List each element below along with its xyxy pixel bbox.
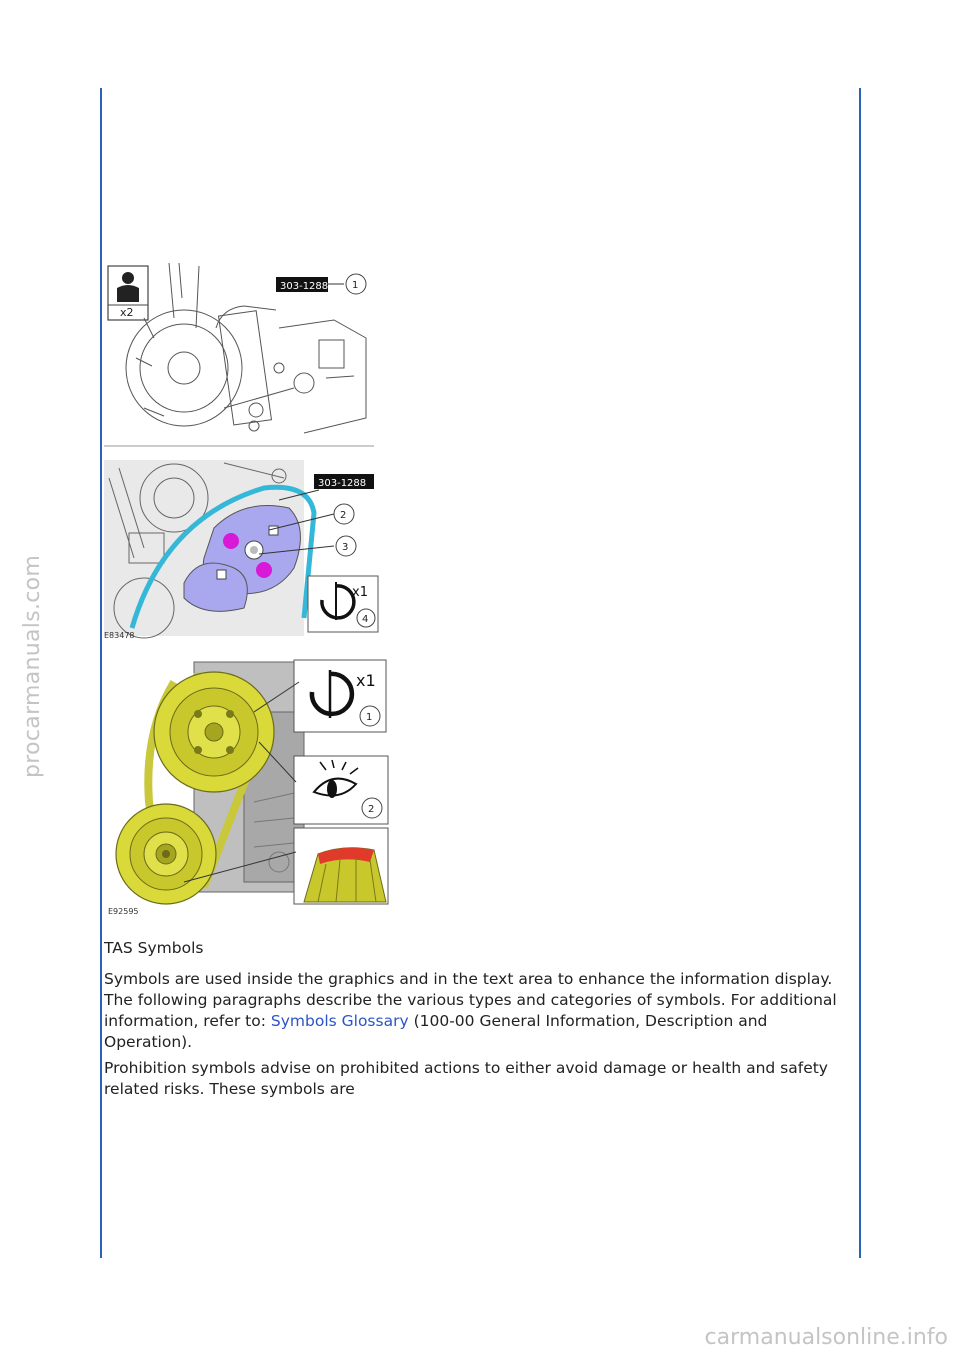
callout-3: 3: [342, 542, 349, 553]
rotate-x1-icon: [294, 660, 386, 732]
left-margin-rule: [100, 88, 102, 1258]
bolt-marker: [256, 562, 272, 578]
multiplier-label: x1: [352, 585, 368, 600]
callout-2: 2: [368, 804, 375, 815]
figure-tool-fitted: [104, 458, 382, 640]
bolt-marker: [223, 533, 239, 549]
section-heading: TAS Symbols: [104, 939, 204, 957]
callout-1: 1: [352, 280, 359, 291]
tool-number-label: 303-1288: [280, 281, 329, 292]
engine-drawing: [126, 263, 366, 433]
figure-belt-check: [104, 652, 394, 918]
crank-pulley: [154, 672, 274, 792]
symbols-glossary-link[interactable]: Symbols Glossary: [270, 1012, 409, 1030]
figure-install-tool: [104, 258, 376, 450]
persons-count-label: x2: [120, 306, 134, 319]
side-watermark: procarmanuals.com: [20, 554, 45, 778]
belt-section-detail: [294, 828, 388, 904]
rotate-x1-icon: [308, 576, 378, 632]
prohibition-paragraph: Prohibition symbols advise on prohibited actions to either avoid damage or health and safety related risks. These symbols are: [104, 1059, 828, 1098]
figure-id: E92595: [108, 907, 139, 916]
right-margin-rule: [859, 88, 861, 1258]
intro-text: Symbols are used inside the graphics and in the text area to enhance the information display. The following paragraphs describe the various types and categories of symbols. For additional information, refer to:: [104, 970, 837, 1030]
intro-text-end: (100-00 General Information, Description and Operation).: [104, 1012, 768, 1051]
two-person-icon: [108, 266, 148, 320]
figure-id: E83478: [104, 631, 135, 640]
tool-number-label: 303-1288: [318, 478, 367, 489]
intro-paragraph: [104, 969, 844, 1053]
callout-4: 4: [362, 614, 369, 625]
multiplier-label: x1: [356, 671, 376, 690]
callout-1: 1: [366, 712, 373, 723]
callout-2: 2: [340, 510, 347, 521]
ac-compressor-pulley: [116, 804, 216, 904]
inspect-eye-icon: [294, 756, 388, 824]
bottom-watermark: carmanualsonline.info: [704, 1325, 948, 1350]
